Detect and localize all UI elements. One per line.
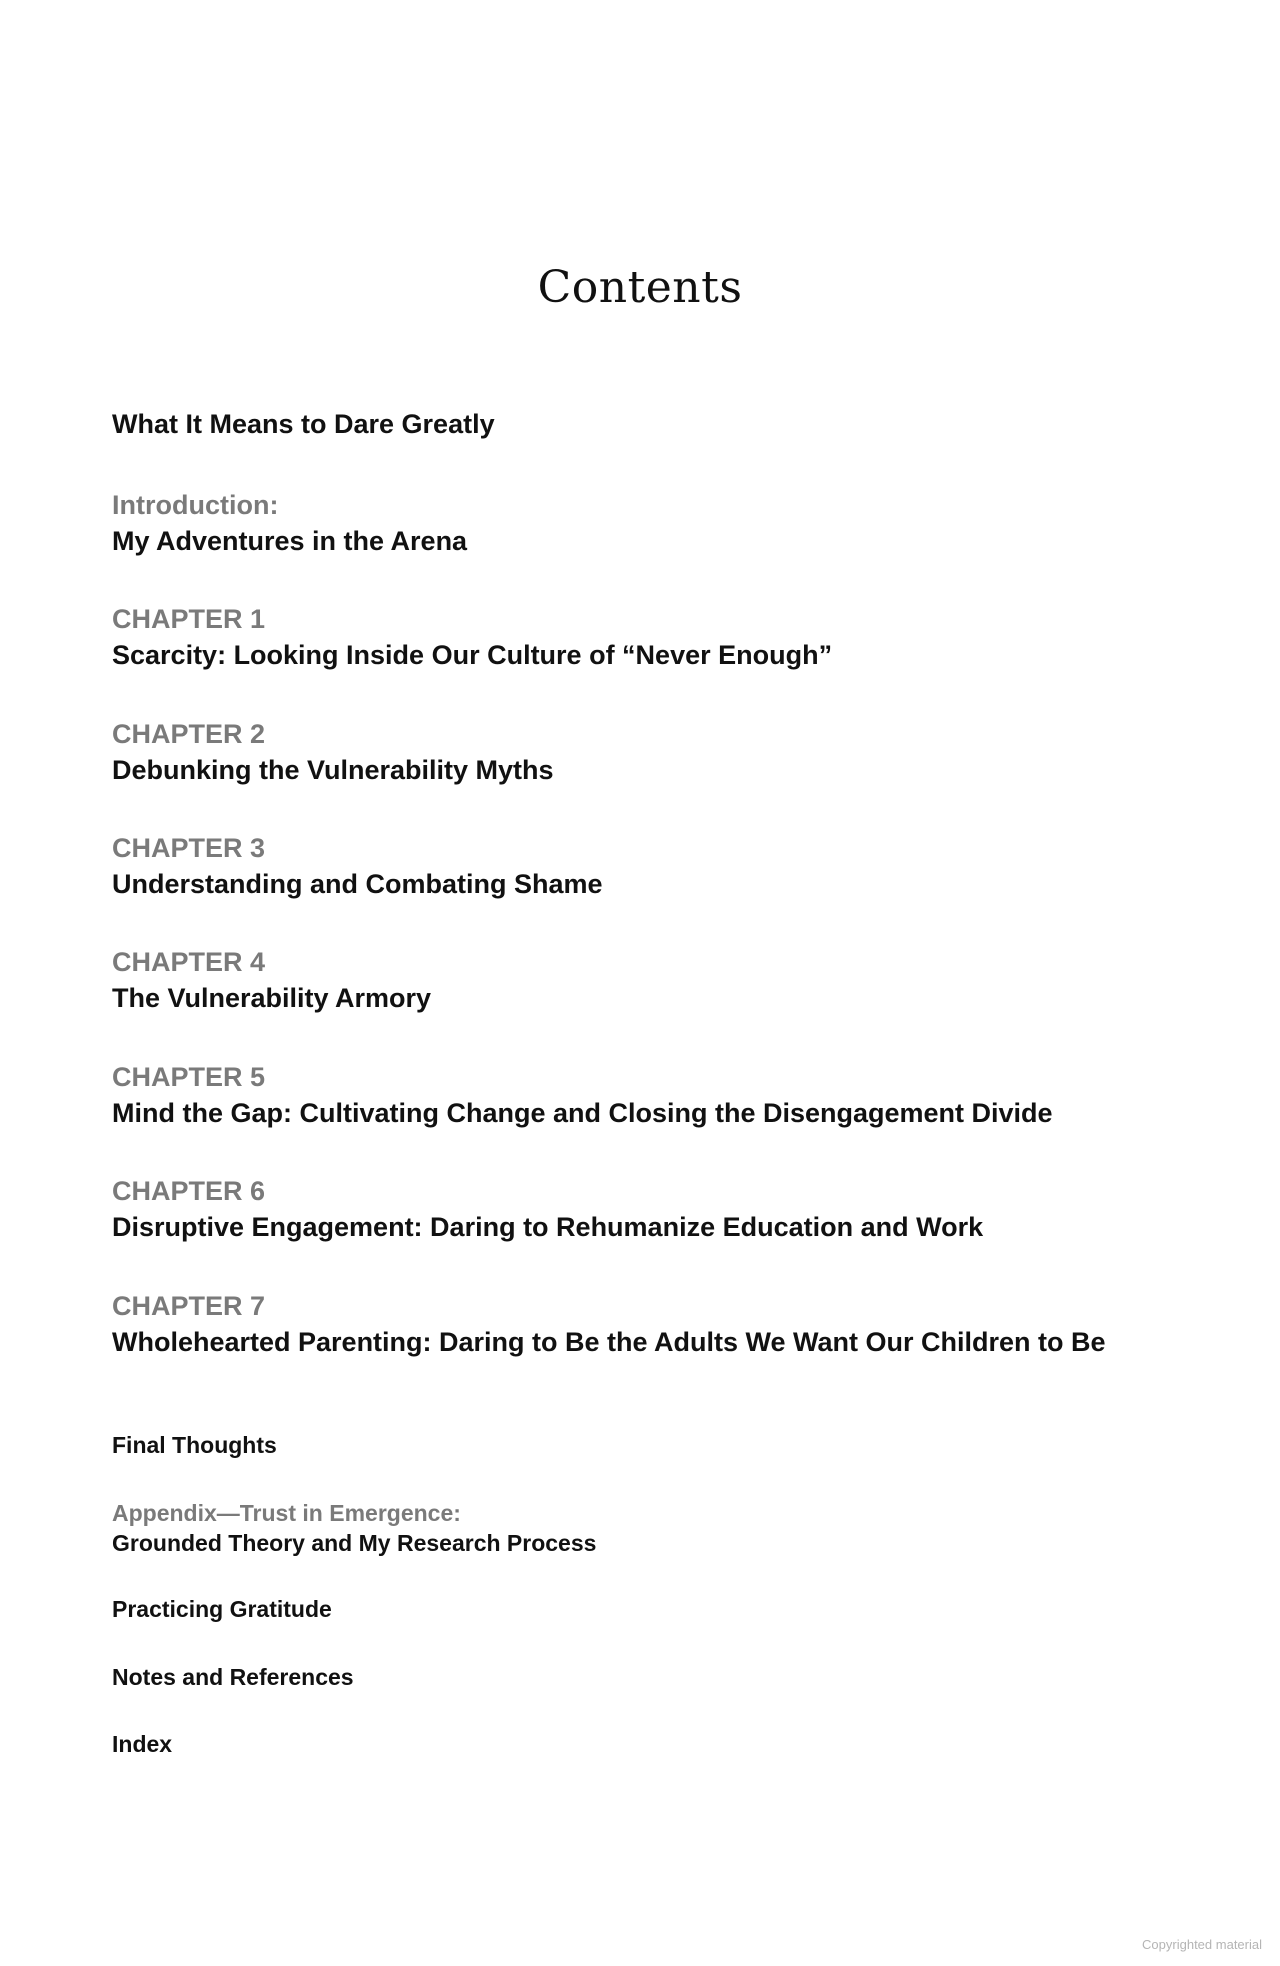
toc-entry-chapter-6[interactable] — [112, 1173, 1182, 1245]
toc-entry-label: Introduction: — [112, 490, 279, 520]
toc-entry-label: CHAPTER 3 — [112, 833, 266, 863]
toc-entry-chapter-4[interactable] — [112, 944, 1182, 1016]
toc-entry-label: CHAPTER 6 — [112, 1176, 266, 1206]
toc-entry-label: CHAPTER 2 — [112, 719, 266, 749]
toc-entry-title[interactable]: Final Thoughts — [112, 1432, 277, 1458]
toc-entry-practicing-gratitude[interactable] — [112, 1594, 1182, 1624]
toc-entry-title[interactable]: My Adventures in the Arena — [112, 526, 468, 556]
page-title: Contents — [537, 262, 743, 313]
toc-entry-final-thoughts[interactable] — [112, 1430, 1182, 1460]
toc-entry-title[interactable]: Mind the Gap: Cultivating Change and Closing the Disengagement Divide — [112, 1098, 1053, 1128]
toc-entry-appendix[interactable] — [112, 1498, 1182, 1558]
toc-entry-chapter-3[interactable] — [112, 830, 1182, 902]
toc-entry-label: Appendix—Trust in Emergence: — [112, 1500, 461, 1526]
toc-entry-label: CHAPTER 4 — [112, 947, 266, 977]
toc-entry-title[interactable]: Understanding and Combating Shame — [112, 869, 603, 899]
toc-entry-title[interactable]: Scarcity: Looking Inside Our Culture of “Never Enough” — [112, 640, 833, 670]
toc-entry-chapter-5[interactable] — [112, 1059, 1182, 1131]
toc-entry-title[interactable]: Grounded Theory and My Research Process — [112, 1530, 597, 1556]
toc-entry-title[interactable]: Wholehearted Parenting: Daring to Be the Adults We Want Our Children to Be — [112, 1327, 1106, 1357]
toc-entry-chapter-2[interactable] — [112, 716, 1182, 788]
toc-entry-notes-references[interactable] — [112, 1662, 1182, 1692]
toc-entry-title[interactable]: Debunking the Vulnerability Myths — [112, 755, 554, 785]
toc-entry-label: CHAPTER 7 — [112, 1291, 266, 1321]
toc-entry-title[interactable]: Practicing Gratitude — [112, 1596, 332, 1622]
toc-entry-label: CHAPTER 1 — [112, 604, 266, 634]
toc-entry-label: CHAPTER 5 — [112, 1062, 266, 1092]
toc-entry-dare-greatly[interactable] — [112, 406, 1182, 442]
toc-entry-introduction[interactable] — [112, 487, 1182, 559]
toc-entry-chapter-7[interactable] — [112, 1288, 1182, 1360]
copyright-watermark: Copyrighted material — [1142, 1937, 1262, 1952]
toc-entry-index[interactable] — [112, 1729, 1182, 1759]
toc-entry-chapter-1[interactable] — [112, 601, 1182, 673]
toc-entry-title[interactable]: Index — [112, 1731, 173, 1757]
toc-entry-title[interactable]: What It Means to Dare Greatly — [112, 409, 495, 439]
toc-entry-title[interactable]: The Vulnerability Armory — [112, 983, 432, 1013]
toc-entry-title[interactable]: Disruptive Engagement: Daring to Rehumanize Education and Work — [112, 1212, 984, 1242]
toc-entry-title[interactable]: Notes and References — [112, 1664, 354, 1690]
